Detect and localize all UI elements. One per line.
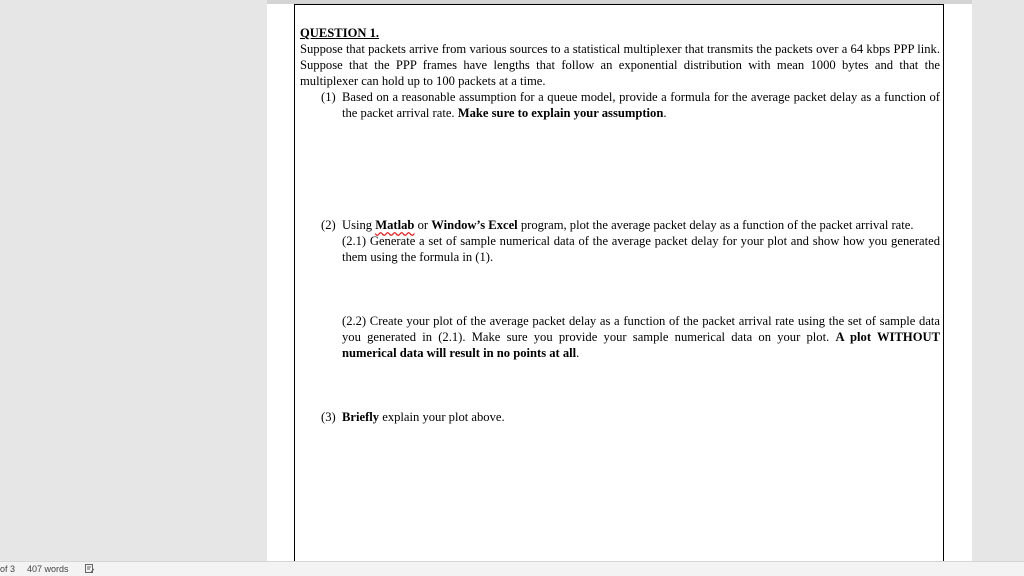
matlab-word: Matlab <box>375 218 415 232</box>
item-2-t2: or <box>417 218 429 232</box>
item-2-2-end: . <box>576 346 580 360</box>
item-1-bold: Make sure to explain your assumption <box>457 106 664 120</box>
item-3-body: explain your plot above. <box>382 410 505 424</box>
item-1-text <box>342 89 940 121</box>
excel-word: Window’s Excel <box>431 218 518 232</box>
question-frame <box>294 4 944 561</box>
item-2-text <box>342 217 940 233</box>
question-content <box>300 25 940 425</box>
item-2 <box>300 217 940 233</box>
item-2-t1: Using <box>342 218 373 232</box>
item-3-bold: Briefly <box>342 410 380 424</box>
item-1-end: . <box>663 106 667 120</box>
page-count[interactable]: of 3 <box>0 564 16 574</box>
item-2-2-text: (2.2) Create your plot of the average packet delay as a function of the packet arrival rate using the set of sample data you generated in (2.1). Make sure you provide your sample numerical data on your plot. <box>342 314 940 344</box>
item-2-2-bold: A plot WITHOUT numerical data will result in no points at all <box>342 330 940 360</box>
status-bar <box>0 561 1024 576</box>
item-3-text <box>342 409 940 425</box>
item-2-1: (2.1) Generate a set of sample numerical data of the average packet delay for your plot and show how you generated them using the formula in (1). <box>342 234 940 264</box>
question-intro: Suppose that packets arrive from various sources to a statistical multiplexer that transmits the packets over a 64 kbps PPP link. Suppose that the PPP frames have lengths that follow an exponential distribution with mean 1000 bytes and that the multiplexer can hold up to 100 packets at a time. <box>300 42 940 88</box>
document-page[interactable] <box>267 4 972 561</box>
item-3-number: (3) <box>321 410 336 424</box>
proofing-icon[interactable] <box>85 564 95 573</box>
item-1 <box>300 89 940 121</box>
item-1-body: Based on a reasonable assumption for a queue model, provide a formula for the average packet delay as a function of the packet arrival rate. <box>342 90 940 120</box>
item-3 <box>300 409 940 425</box>
item-1-number: (1) <box>321 90 336 104</box>
item-2-number: (2) <box>321 218 336 232</box>
item-2-2 <box>300 313 940 361</box>
question-title: QUESTION 1. <box>300 26 380 40</box>
word-count[interactable]: 407 words <box>27 564 69 574</box>
item-2-t3: program, plot the average packet delay as a function of the packet arrival rate. <box>520 218 914 232</box>
